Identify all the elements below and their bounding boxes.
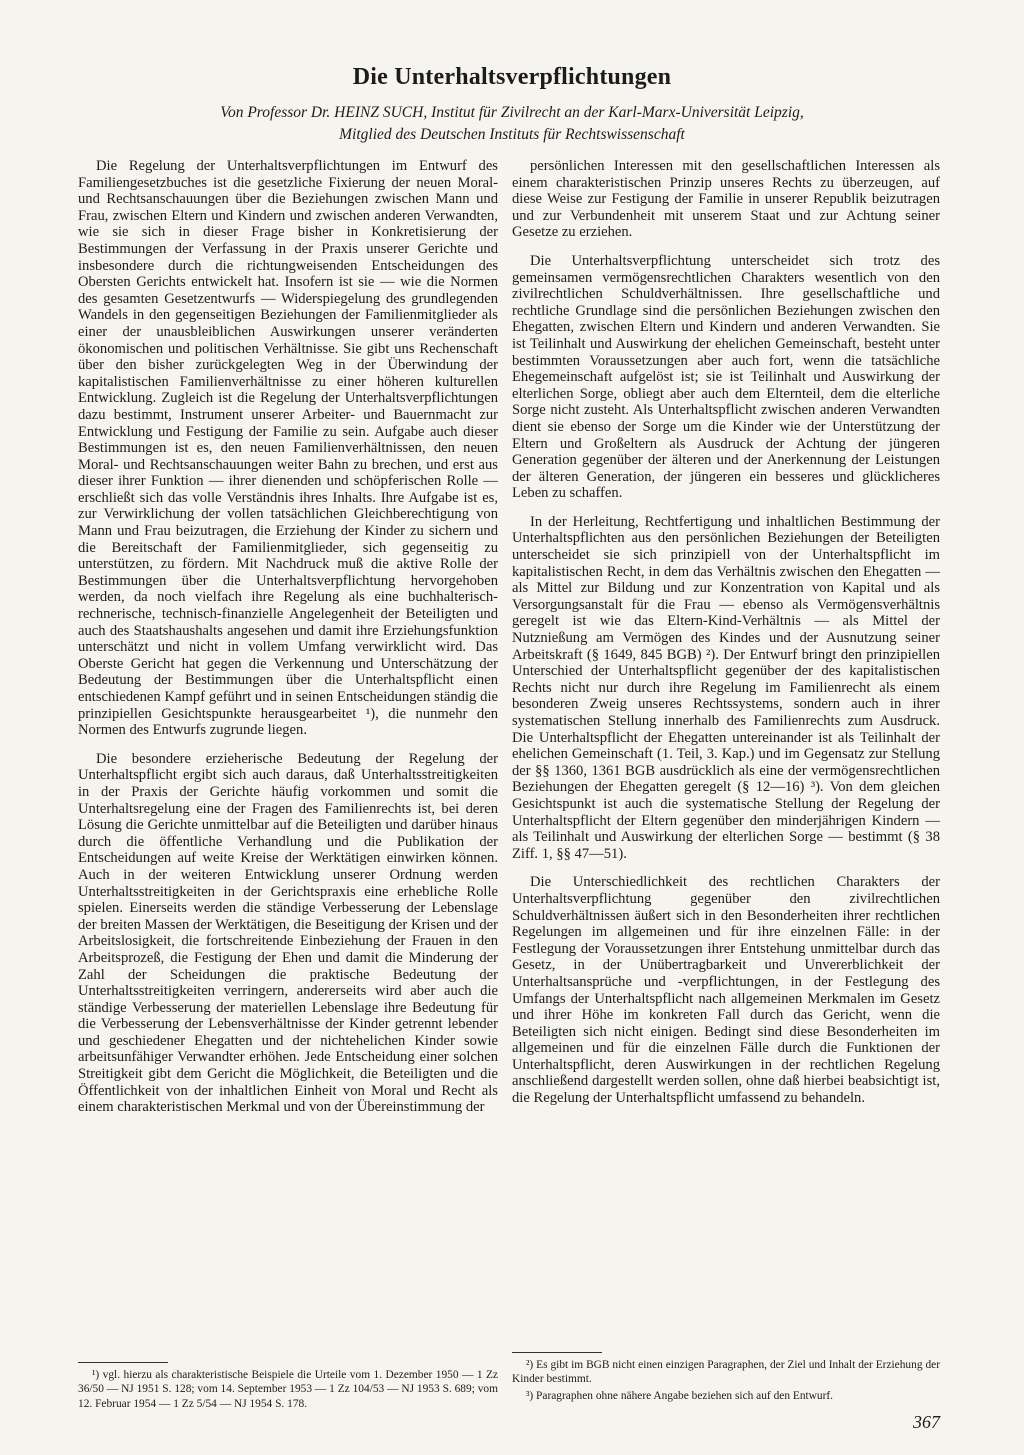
paragraph: Die Unterhaltsverpflichtung unterscheidet sich trotz des gemeinsamen vermögensrechtlichen Charakters wesentlich von den zivilrechtlichen Schuldverhältnissen. Ihre gesellschaftliche und rechtliche Grundlage sind die persönlichen Beziehungen zwischen den Ehegatten, zwischen Eltern und Kindern und anderen Verwandten. Sie ist Teilinhalt und Auswirkung der ehelichen Gemeinschaft, besteht unter bestimmten Voraussetzungen aber auch fort, wenn die tatsächliche Ehegemeinschaft aufgelöst ist; sie ist Teilinhalt und Auswirkung der elterlichen Sorge, obliegt aber auch dem Elternteil, dem die elterliche Sorge nicht zusteht. Als Unterhaltspflicht zwischen anderen Verwandten dient sie ebenso der Sorge um die Kinder wie der Unterstützung der Eltern und Großeltern als Ausdruck der Achtung der jüngeren Generation gegenüber der älteren und der Anerkennung der Leistungen der älteren Generation, der jüngeren ein besseres und glücklicheres Leben zu schaffen.	[512, 252, 940, 502]
article-byline	[90, 102, 934, 146]
paragraph: Die Unterschiedlichkeit des rechtlichen Charakters der Unterhaltsverpflichtung gegenüber den zivilrechtlichen Schuldverhältnissen äußert sich in den Besonderheiten ihrer rechtlichen Regelungen im allgemeinen und für ihre einzelnen Fälle: in der Festlegung der Voraussetzungen ihrer Entstehung unmittelbar durch das Gesetz, in der Unübertragbarkeit und Unvererblichkeit der Unterhaltsansprüche und -verpflichtungen, in der Festlegung des Umfangs der Unterhaltspflicht nach allgemeinen Merkmalen im Gesetz und ihrer Höhe im konkreten Fall durch das Gericht, wenn die Beteiligten sich nicht einigen. Bedingt sind diese Besonderheiten im allgemeinen und für die einzelnen Fälle durch die Funktionen der Unterhaltspflicht, deren Auswirkungen in der rechtlichen Regelung anschließend dargestellt werden sollen, ohne daß hierbei beabsichtigt ist, die Regelung der Unterhaltspflicht umfassend zu behandeln.	[512, 874, 940, 1107]
footnote-divider-right	[512, 1352, 602, 1353]
footnote-3: ³) Paragraphen ohne nähere Angabe beziehen sich auf den Entwurf.	[526, 1389, 834, 1402]
byline-line-2: Mitglied des Deutschen Instituts für Rechtswissenschaft	[339, 126, 685, 143]
paragraph: persönlichen Interessen mit den gesellschaftlichen Interessen als einem charakteristischen Prinzip unseres Rechts zu überzeugen, auf diese Weise zur Festigung der Familie in unserer Republik beizutragen und zur Verbundenheit mit unserem Staat und zur Achtung seiner Gesetze zu erziehen.	[512, 158, 940, 241]
footnote-1: ¹) vgl. hierzu als charakteristische Beispiele die Urteile vom 1. Dezember 1950 — 1 Zz 36/50 — NJ 1951 S. 128; vom 14. September 1953 — 1 Zz 104/53 — NJ 1953 S. 689; vom 12. Februar 1954 — 1 Zz 5/54 — NJ 1954 S. 178.	[78, 1369, 498, 1410]
byline-line-1: Von Professor Dr. HEINZ SUCH, Institut für Zivilrecht an der Karl-Marx-Universität Leipzig,	[220, 104, 804, 121]
right-column	[512, 158, 940, 1168]
left-column	[78, 158, 498, 1348]
footnote-2: ²) Es gibt im BGB nicht einen einzigen Paragraphen, der Ziel und Inhalt der Erziehung der Kinder bestimmt.	[512, 1359, 940, 1386]
paragraph: Die Regelung der Unterhaltsverpflichtungen im Entwurf des Familiengesetzbuches ist die gesetzliche Fixierung der neuen Moral- und Rechtsanschauungen über die Beziehungen zwischen Mann und Frau, zwischen Eltern und Kindern und zwischen anderen Verwandten, wie sie sich in dieser Frage bisher in Konkretisierung der Bestimmungen der Verfassung in der Praxis unserer Gerichte und insbesondere durch die richtungweisenden Entscheidungen des Obersten Gerichts entwickelt hat. Insofern ist sie — wie die Normen des gesamten Gesetzentwurfs — Widerspiegelung des grundlegenden Wandels in den gegenseitigen Beziehungen der Familienmitglieder als einer der unausbleiblichen Auswirkungen unserer veränderten ökonomischen und politischen Verhältnisse. Sie gibt uns Rechenschaft über den bisher zurückgelegten Weg in der Überwindung der kapitalistischen Familienverhältnisse zu einer höheren kulturellen Entwicklung. Zugleich ist die Regelung der Unterhaltsverpflichtungen dazu bestimmt, Instrument unserer Arbeiter- und Bauernmacht zur Entwicklung und Festigung der Familie zu sein. Aufgabe auch dieser Bestimmungen ist es, den neuen Familienverhältnissen, den neuen Moral- und Rechtsanschauungen weiter Bahn zu brechen, und erst aus dieser ihrer Funktion — ihrer dienenden und schöpferischen Rolle — erschließt sich das volle Verständnis ihres Inhalts. Ihre Aufgabe ist es, zur Verwirklichung der vollen tatsächlichen Gleichberechtigung von Mann und Frau beizutragen, die Erziehung der Kinder zu sichern und die Bereitschaft der Familienmitglieder, sich gegenseitig zu unterstützen, zu fördern. Mit Nachdruck muß die aktive Rolle der Bestimmungen über die Unterhaltsverpflichtung hervorgehoben werden, da noch vielfach ihre Regelung als eine buchhalterisch-rechnerische, technisch-finanzielle Angelegenheit der Beteiligten und auch des Staatshaushalts angesehen und damit ihre Erziehungsfunktion unterschätzt und nicht in vollem Umfang verwirklicht wird. Das Oberste Gericht hat gegen die Verkennung und Unterschätzung der Bedeutung der Bestimmungen über die Unterhaltspflicht einen entschiedenen Kampf geführt und in seinen Entscheidungen ständig die prinzipiellen Gesichtspunkte herausgearbeitet ¹), die nunmehr den Normen des Entwurfs zugrunde liegen.	[78, 158, 498, 739]
footnotes-left	[78, 1368, 498, 1413]
paragraph: Die besondere erzieherische Bedeutung der Regelung der Unterhaltspflicht ergibt sich auch daraus, daß Unterhaltsstreitigkeiten in der Praxis der Gerichte häufig vorkommen und somit die Unterhaltsregelung eine der Fragen des Familienrechts ist, bei deren Lösung die Gerichte unmittelbar auf die Beteiligten und darüber hinaus durch die öffentliche Verhandlung und die Publikation der Entscheidungen auf weite Kreise der Werktätigen einwirken können. Auch in der weiteren Entwicklung unserer Ordnung werden Unterhaltsstreitigkeiten in der Gerichtspraxis eine erhebliche Rolle spielen. Einerseits werden die ständige Verbesserung der Lebenslage der breiten Massen der Werktätigen, die Beseitigung der Krisen und der Arbeitslosigkeit, die fortschreitende Einbeziehung der Frauen in den Arbeitsprozeß, die Festigung der Ehen und damit die Minderung der Zahl der Scheidungen die praktische Bedeutung der Unterhaltsstreitigkeiten verringern, andererseits wird aber auch die ständige Verbesserung der materiellen Lebenslage ihre Bedeutung für die Verbesserung der Lebensverhältnisse der Kinder getrennt lebender und geschiedener Ehegatten und der nichtehelichen Kinder sowie arbeitsunfähiger Verwandter erhöhen. Jede Entscheidung einer solchen Streitigkeit gibt dem Gericht die Möglichkeit, die Beteiligten und die Öffentlichkeit von der inhaltlichen Einheit von Moral und Recht als einem charakteristischen Merkmal und von der Übereinstimmung der	[78, 750, 498, 1116]
footnotes-right	[512, 1358, 940, 1405]
footnote-divider-left	[78, 1362, 168, 1363]
page-number: 367	[913, 1412, 940, 1432]
paragraph: In der Herleitung, Rechtfertigung und inhaltlichen Bestimmung der Unterhaltspflichten aus den persönlichen Beziehungen der Beteiligten unterscheidet sie sich prinzipiell von der Unterhaltspflicht im kapitalistischen Recht, in dem das Verhältnis zwischen den Ehegatten — als Mittel zur Bildung und zur Konzentration von Kapital und als Versorgungsanstalt für die Frau — ebenso als Vermögensverhältnis geregelt ist wie das Eltern-Kind-Verhältnis — als Mittel der Nutznießung am Vermögen des Kindes und der Ausnutzung seiner Arbeitskraft (§ 1649, 845 BGB) ²). Der Entwurf bringt den prinzipiellen Unterschied der Unterhaltspflicht gegenüber der des kapitalistischen Rechts nicht nur durch ihre Regelung im Familienrecht als einem besonderen Zweig unseres Rechtssystems, sondern auch in ihrer systematischen Stellung innerhalb des Familienrechts zum Ausdruck. Die Unterhaltspflicht der Ehegatten untereinander ist als Teilinhalt der ehelichen Gemeinschaft (1. Teil, 3. Kap.) und im Gegensatz zur Stellung der §§ 1360, 1361 BGB ausdrücklich als eine der vermögensrechtlichen Beziehungen der Ehegatten geregelt (§ 12—16) ³). Von dem gleichen Gesichtspunkt ist auch die systematische Stellung der Regelung der Unterhaltspflicht der Eltern gegenüber den minderjährigen Kindern — als Teilinhalt und Auswirkung der elterlichen Sorge — bestimmt (§ 38 Ziff. 1, §§ 47—51).	[512, 513, 940, 862]
article-title: Die Unterhaltsverpflichtungen	[352, 64, 672, 90]
